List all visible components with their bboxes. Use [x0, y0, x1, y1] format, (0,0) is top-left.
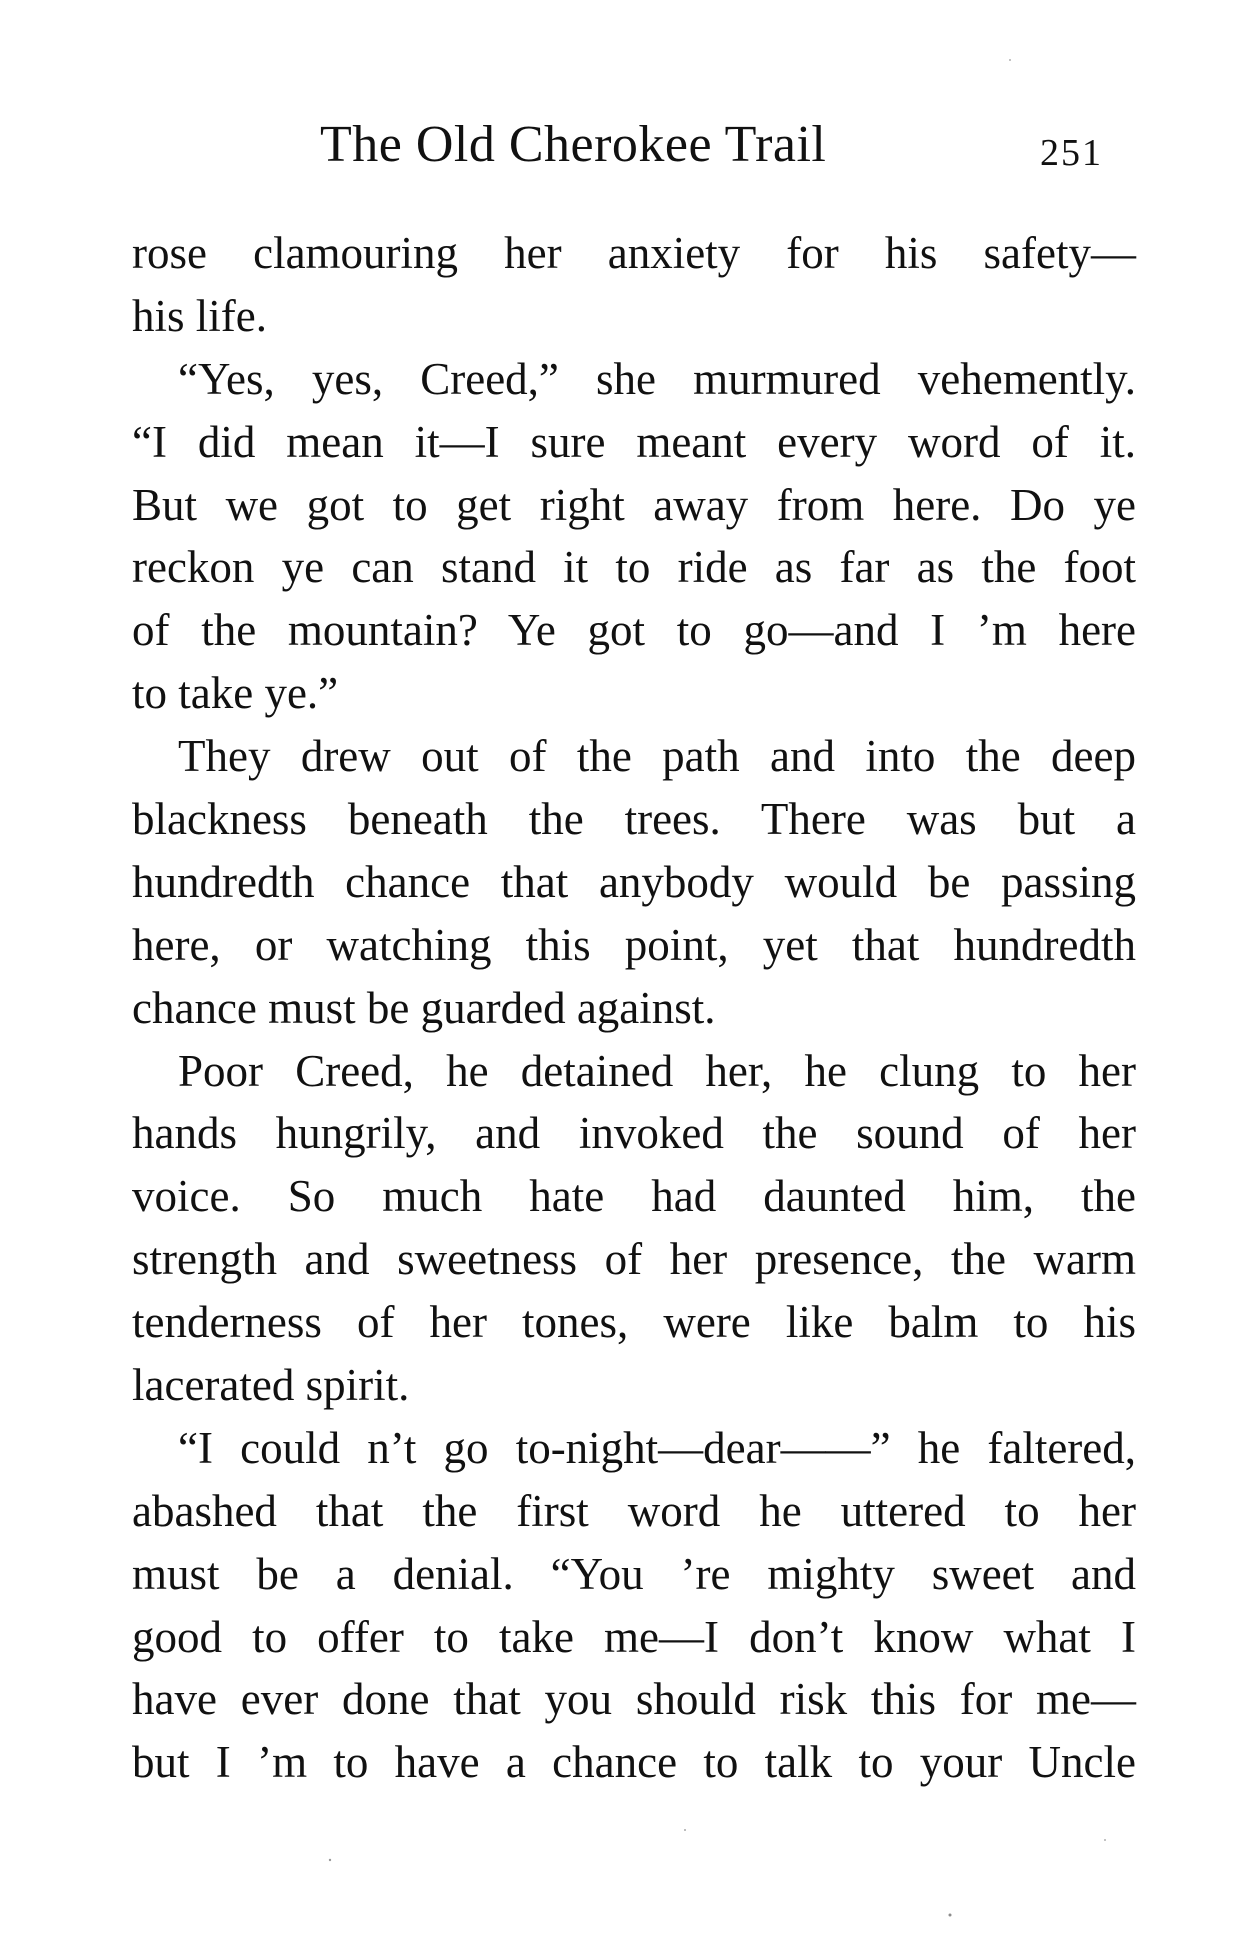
speck — [329, 1859, 331, 1861]
text-line: Poor Creed, he detained her, he clung to her — [178, 1045, 1136, 1096]
speck — [684, 1829, 686, 1831]
speck — [1009, 59, 1011, 61]
speck — [949, 1914, 952, 1917]
text-line: They drew out of the path and into the deep — [178, 731, 1136, 782]
text-line: tenderness of her tones, were like balm to his — [132, 1297, 1136, 1348]
text-line: abashed that the first word he uttered to her — [132, 1485, 1136, 1536]
text-line: voice. So much hate had daunted him, the — [132, 1171, 1136, 1222]
text-line: “Yes, yes, Creed,” she murmured vehemently. — [178, 353, 1136, 404]
text-line: “I did mean it—I sure meant every word of it. — [132, 416, 1136, 467]
speck — [1104, 1839, 1106, 1841]
text-line: But we got to get right away from here. Do ye — [132, 479, 1136, 530]
text-line: “I could n’t go to-night—dear——” he faltered, — [178, 1422, 1136, 1473]
text-line: strength and sweetness of her presence, the warm — [132, 1234, 1136, 1285]
page-number: 251 — [1040, 132, 1103, 174]
text-line: his life. — [132, 290, 267, 341]
text-line: of the mountain? Ye got to go—and I ’m here — [132, 605, 1136, 656]
text-line: chance must be guarded against. — [132, 982, 716, 1033]
text-line: hundredth chance that anybody would be passing — [132, 856, 1136, 907]
text-line: have ever done that you should risk this for me— — [132, 1674, 1136, 1725]
text-line: blackness beneath the trees. There was but a — [132, 794, 1136, 845]
text-line: but I ’m to have a chance to talk to your Uncle — [132, 1737, 1136, 1788]
text-line: rose clamouring her anxiety for his safety— — [132, 228, 1136, 278]
text-line: must be a denial. “You ’re mighty sweet and — [132, 1548, 1136, 1599]
text-line: to take ye.” — [132, 668, 339, 719]
text-line: hands hungrily, and invoked the sound of her — [132, 1108, 1136, 1159]
running-title: The Old Cherokee Trail — [320, 116, 827, 173]
running-head — [0, 110, 1248, 180]
text-line: here, or watching this point, yet that hundredth — [132, 919, 1136, 970]
text-line: reckon ye can stand it to ride as far as the foot — [132, 542, 1136, 593]
text-line: good to offer to take me—I don’t know what I — [132, 1611, 1136, 1662]
body-text — [132, 222, 1136, 1794]
text-line: lacerated spirit. — [132, 1360, 410, 1411]
